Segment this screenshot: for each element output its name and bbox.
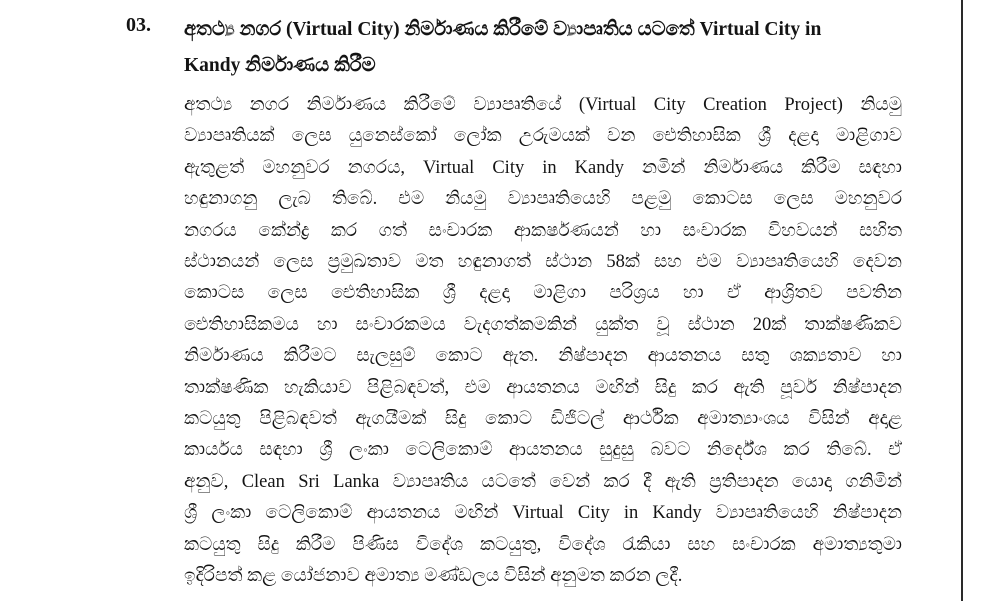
item-body-paragraph [184,90,902,593]
paragraph-line: ශ්‍රී ලංකා ටෙලිකොම් ආයතනය මඟින් Virtual City in Kandy ව්‍යාපෘතියෙහි නිෂ්පාදන [184,503,902,524]
paragraph-line: හඳුනාගනු ලැබ තිබේ. එම නියමු ව්‍යාපෘතියෙහි පළමු කොටස ලෙස මහනුවර [184,189,902,210]
paragraph-line: අනුව, Clean Sri Lanka ව්‍යාපෘතිය යටතේ වෙන් කර දී ඇති ප්‍රතිපාදන යොදා ගනිමින් [184,471,902,492]
page-border-line [961,0,963,601]
paragraph-line: ඇතුළත් මහනුවර නගරය, Virtual City in Kandy නමින් නිර්මාණය කිරීම සඳහා [184,157,902,178]
paragraph-line: නිර්මාණය කිරීමට සැලසුම් කොට ඇත. නිෂ්පාදන ආයතනය සතු ශක්‍යතාව හා [184,346,902,367]
paragraph-line: කටයුතු පිළිබඳවත් ඇගයීමක් සිදු කොට ඩිජිටල් ආර්ථික අමාත්‍යාංශය විසින් අදාළ [184,409,902,430]
heading-line: අතථ්‍ය නගර (Virtual City) නිර්මාණය කිරීමේ ව්‍යාපෘතිය යටතේ Virtual City in [184,19,822,40]
heading-line: Kandy නිර්මාණය කිරීම [184,55,376,76]
paragraph-line: කාර්යය සඳහා ශ්‍රී ලංකා ටෙලිකොම් ආයතනය සුදුසු බවට නිර්දේශ කර තිබේ. ඒ [184,440,902,461]
paragraph-line: ව්‍යාපෘතියක් ලෙස යුනෙස්කෝ ලෝක උරුමයක් වන ඓතිහාසික ශ්‍රී දළදා මාළිගාව [184,126,902,147]
item-heading [184,12,904,84]
paragraph-line: ස්ථානයන් ලෙස ප්‍රමුඛතාව මත හඳුනාගත් ස්ථාන 58ක් සහ එම ව්‍යාපෘතියෙහි දෙවන [184,252,902,273]
paragraph-line: අතථ්‍ය නගර නිර්මාණය කිරීමේ ව්‍යාපෘතියේ (Virtual City Creation Project) නියමු [184,95,902,115]
paragraph-line: නගරය කේන්ද්‍ර කර ගත් සංචාරක ආකර්ෂණයන් හා සංචාරක විහවයන් සහිත [184,220,902,241]
paragraph-line: කොටස ලෙස ඓතිහාසික ශ්‍රී දළදා මාළිගා පරිශ්‍රය හා ඒ ආශ්‍රිතව පවතින [184,283,902,304]
paragraph-line: තාක්ෂණික හැකියාව පිළිබඳවත්, එම ආයතනය මඟින් සිදු කර ඇති පූර්ව නිෂ්පාදන [184,377,902,398]
paragraph-line: කටයුතු සිදු කිරීම පිණිස විදේශ කටයුතු, විදේශ රැකියා සහ සංචාරක අමාත්‍යතුමා [184,534,902,555]
paragraph-line: ඓතිහාසිකමය හා සංචාරකමය වැදගත්කමකින් යුක්ත වූ ස්ථාන 20ක් තාක්ෂණිකව [184,314,902,335]
item-number: 03. [126,14,151,36]
paragraph-line: ඉදිරිපත් කළ යෝජනාව අමාත්‍ය මණ්ඩලය විසින් අනුමත කරන ලදී. [184,566,683,587]
